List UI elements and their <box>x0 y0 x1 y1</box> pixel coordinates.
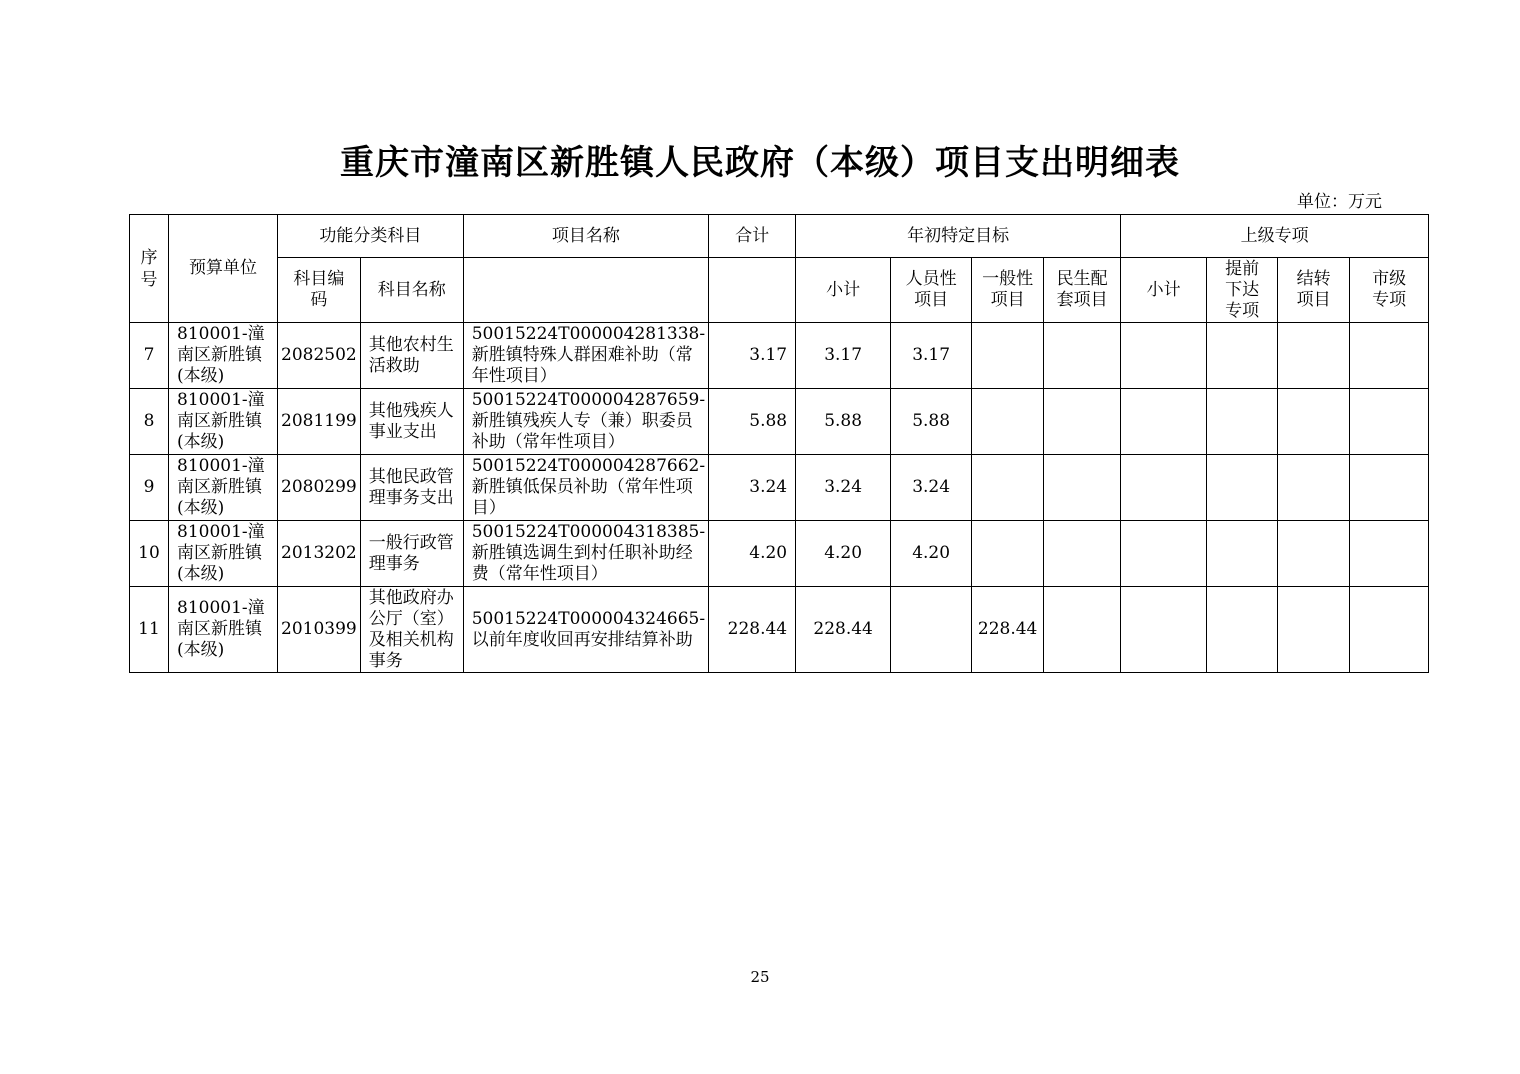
cell-sup-subtotal <box>1121 587 1207 673</box>
header-subject-name: 科目名称 <box>360 258 463 323</box>
header-general: 一般性项目 <box>972 258 1044 323</box>
unit-label: 单位：万元 <box>1297 192 1382 212</box>
cell-carryover <box>1278 323 1350 389</box>
cell-personnel: 3.17 <box>891 323 972 389</box>
cell-subtotal: 3.24 <box>796 455 891 521</box>
cell-seq: 8 <box>130 389 169 455</box>
cell-project-name: 50015224T000004318385-新胜镇选调生到村任职补助经费（常年性项目） <box>463 521 708 587</box>
cell-general <box>972 521 1044 587</box>
cell-livelihood <box>1044 521 1121 587</box>
cell-project-name: 50015224T000004287659-新胜镇残疾人专（兼）职委员补助（常年性项目） <box>463 389 708 455</box>
cell-budget-unit: 810001-潼南区新胜镇(本级) <box>169 521 278 587</box>
header-superior-special: 上级专项 <box>1121 215 1429 258</box>
cell-subtotal: 3.17 <box>796 323 891 389</box>
cell-project-name: 50015224T000004324665-以前年度收回再安排结算补助 <box>463 587 708 673</box>
cell-subject-code: 2010399 <box>278 587 361 673</box>
cell-total: 228.44 <box>709 587 796 673</box>
cell-subject-name: 其他农村生活救助 <box>360 323 463 389</box>
cell-budget-unit: 810001-潼南区新胜镇(本级) <box>169 587 278 673</box>
cell-subject-code: 2080299 <box>278 455 361 521</box>
cell-city <box>1350 389 1429 455</box>
cell-livelihood <box>1044 455 1121 521</box>
cell-advance <box>1207 455 1278 521</box>
header-subject-code: 科目编码 <box>278 258 361 323</box>
cell-subject-name: 一般行政管理事务 <box>360 521 463 587</box>
cell-project-name: 50015224T000004281338-新胜镇特殊人群困难补助（常年性项目） <box>463 323 708 389</box>
project-expenditure-table <box>129 214 1429 673</box>
header-budget-unit: 预算单位 <box>169 215 278 323</box>
cell-total: 4.20 <box>709 521 796 587</box>
cell-seq: 7 <box>130 323 169 389</box>
cell-city <box>1350 455 1429 521</box>
cell-subject-code: 2082502 <box>278 323 361 389</box>
page-title: 重庆市潼南区新胜镇人民政府（本级）项目支出明细表 <box>340 143 1180 183</box>
cell-personnel: 4.20 <box>891 521 972 587</box>
header-func-category: 功能分类科目 <box>278 215 464 258</box>
cell-personnel: 3.24 <box>891 455 972 521</box>
table-row <box>130 587 1429 673</box>
cell-total: 3.24 <box>709 455 796 521</box>
cell-carryover <box>1278 389 1350 455</box>
cell-subject-name: 其他民政管理事务支出 <box>360 455 463 521</box>
cell-advance <box>1207 323 1278 389</box>
cell-carryover <box>1278 455 1350 521</box>
cell-subject-name: 其他政府办公厅（室）及相关机构事务 <box>360 587 463 673</box>
cell-advance <box>1207 587 1278 673</box>
cell-advance <box>1207 521 1278 587</box>
header-total-blank <box>709 258 796 323</box>
header-personnel: 人员性项目 <box>891 258 972 323</box>
header-seq: 序号 <box>130 215 169 323</box>
table-row <box>130 323 1429 389</box>
cell-carryover <box>1278 521 1350 587</box>
header-project-name-blank <box>463 258 708 323</box>
cell-general <box>972 323 1044 389</box>
cell-seq: 11 <box>130 587 169 673</box>
cell-budget-unit: 810001-潼南区新胜镇(本级) <box>169 389 278 455</box>
cell-advance <box>1207 389 1278 455</box>
cell-sup-subtotal <box>1121 455 1207 521</box>
cell-total: 3.17 <box>709 323 796 389</box>
cell-sup-subtotal <box>1121 521 1207 587</box>
cell-carryover <box>1278 587 1350 673</box>
cell-subject-code: 2081199 <box>278 389 361 455</box>
cell-general <box>972 389 1044 455</box>
header-livelihood: 民生配套项目 <box>1044 258 1121 323</box>
cell-subject-code: 2013202 <box>278 521 361 587</box>
header-sup-subtotal: 小计 <box>1121 258 1207 323</box>
cell-personnel <box>891 587 972 673</box>
cell-subtotal: 4.20 <box>796 521 891 587</box>
cell-general <box>972 455 1044 521</box>
cell-budget-unit: 810001-潼南区新胜镇(本级) <box>169 323 278 389</box>
cell-subject-name: 其他残疾人事业支出 <box>360 389 463 455</box>
header-subtotal: 小计 <box>796 258 891 323</box>
cell-budget-unit: 810001-潼南区新胜镇(本级) <box>169 455 278 521</box>
header-project-name: 项目名称 <box>463 215 708 258</box>
cell-sup-subtotal <box>1121 323 1207 389</box>
cell-city <box>1350 587 1429 673</box>
cell-livelihood <box>1044 587 1121 673</box>
cell-city <box>1350 323 1429 389</box>
header-annual-target: 年初特定目标 <box>796 215 1121 258</box>
table-row <box>130 389 1429 455</box>
table-row <box>130 521 1429 587</box>
cell-general: 228.44 <box>972 587 1044 673</box>
page-number: 25 <box>750 968 770 986</box>
header-advance: 提前下达专项 <box>1207 258 1278 323</box>
cell-total: 5.88 <box>709 389 796 455</box>
cell-seq: 9 <box>130 455 169 521</box>
header-row-1 <box>130 215 1429 258</box>
cell-sup-subtotal <box>1121 389 1207 455</box>
cell-livelihood <box>1044 323 1121 389</box>
cell-personnel: 5.88 <box>891 389 972 455</box>
cell-subtotal: 5.88 <box>796 389 891 455</box>
cell-subtotal: 228.44 <box>796 587 891 673</box>
header-city: 市级专项 <box>1350 258 1429 323</box>
cell-seq: 10 <box>130 521 169 587</box>
cell-city <box>1350 521 1429 587</box>
header-carryover: 结转项目 <box>1278 258 1350 323</box>
table-row <box>130 455 1429 521</box>
cell-project-name: 50015224T000004287662-新胜镇低保员补助（常年性项目） <box>463 455 708 521</box>
cell-livelihood <box>1044 389 1121 455</box>
header-row-2 <box>130 258 1429 323</box>
header-total: 合计 <box>709 215 796 258</box>
